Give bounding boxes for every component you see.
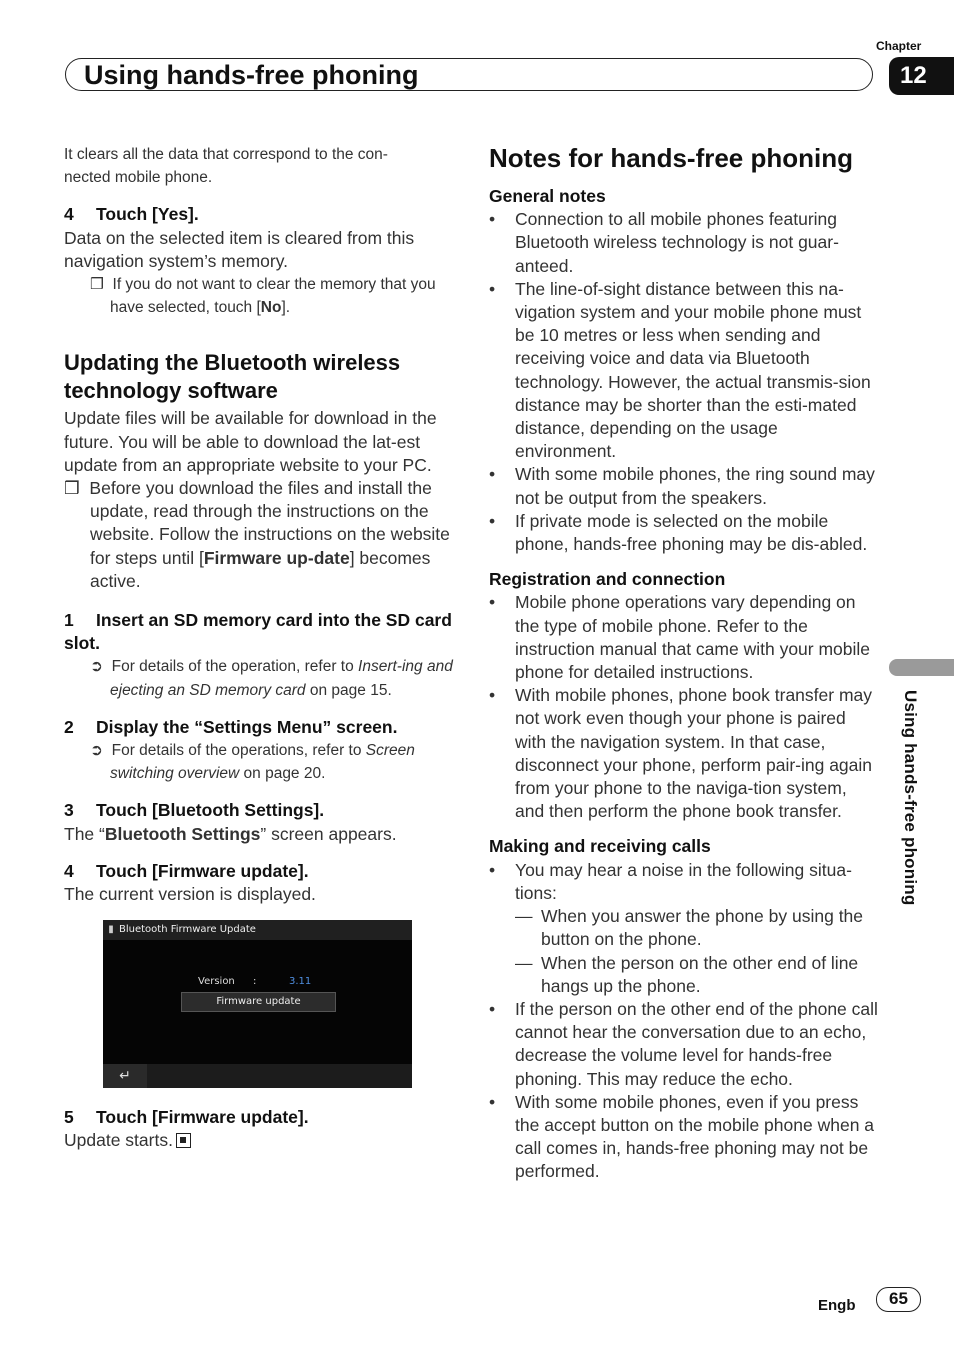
- registration-list: [489, 591, 879, 823]
- note-text: If you do not want to clear the memory that you have selected, touch [: [110, 276, 436, 317]
- chapter-number: 12: [889, 57, 954, 95]
- dash-item: [489, 905, 879, 951]
- step-number: 2: [64, 716, 74, 737]
- note-text-end: ].: [281, 299, 291, 317]
- bullet-icon: •: [489, 998, 496, 1019]
- step-4b-body: The current version is displayed.: [64, 884, 316, 905]
- step-number: 4: [64, 860, 74, 881]
- bullet-icon: •: [489, 464, 496, 485]
- step-5-title: [64, 1106, 454, 1129]
- bullet-icon: •: [489, 592, 496, 613]
- arrow-icon: ➲: [90, 658, 112, 676]
- dash-icon: —: [515, 906, 533, 927]
- step-number: 3: [64, 800, 74, 821]
- end-mark-icon: [176, 1133, 191, 1148]
- calls-list: [489, 859, 879, 1184]
- step-number: 1: [64, 610, 74, 631]
- step-title: Touch [Yes].: [96, 204, 199, 225]
- note-bold: No: [260, 299, 282, 317]
- bullet-icon: •: [489, 278, 496, 299]
- dash-icon: —: [515, 952, 533, 973]
- page-header-title: Using hands-free phoning: [84, 60, 419, 90]
- intro-text: It clears all the data that correspond to the con- nected mobile phone.: [64, 146, 388, 187]
- ref-text-end: on page 15.: [305, 681, 392, 699]
- note-bold: Firmware up-date: [203, 547, 350, 568]
- list-item: [489, 463, 879, 509]
- list-item: [489, 998, 879, 1091]
- step-2-ref: [64, 739, 454, 785]
- version-value: 3.11: [289, 976, 312, 988]
- step-2-title: [64, 716, 454, 739]
- step-title: Insert an SD memory card into the SD card slot.: [64, 610, 452, 654]
- bullet-icon: •: [489, 209, 496, 230]
- body-text-end: ” screen appears.: [260, 823, 397, 844]
- item-text: If the person on the other end of the phone call cannot hear the conversation due to an echo, decrease the volume level for hands-free phoning. This may reduce the echo.: [515, 998, 878, 1089]
- section-title: Updating the Bluetooth wireless technology software: [64, 350, 401, 404]
- calls-heading: Making and receiving calls: [489, 836, 711, 857]
- item-text: When the person on the other end of line hangs up the phone.: [541, 952, 859, 996]
- firmware-screen-screenshot: [103, 920, 412, 1088]
- bullet-icon: •: [489, 685, 496, 706]
- list-item: [489, 1091, 879, 1184]
- side-tab-text: Using hands-free phoning: [901, 690, 920, 906]
- list-item: [489, 591, 879, 684]
- item-text: With some mobile phones, even if you press the accept button on the mobile phone when a call comes in, hands-free phoning may not be performed.: [515, 1091, 875, 1182]
- notes-title: Notes for hands-free phoning: [489, 143, 853, 173]
- checkbox-icon: ❒: [90, 276, 113, 294]
- list-item: [489, 278, 879, 464]
- item-text: With mobile phones, phone book transfer may not work even though your phone is paired with the navigation system. In that case, disconnect your phone, perform pair-ing again from your phone to the naviga-tion system, and then perform the phone book transfer.: [515, 685, 873, 822]
- body-bold: Bluetooth Settings: [104, 823, 261, 844]
- left-column: [64, 143, 454, 1153]
- registration-heading: Registration and connection: [489, 569, 726, 590]
- bullet-icon: •: [489, 859, 496, 880]
- step-5-body: [64, 1129, 454, 1152]
- version-colon: :: [253, 976, 257, 988]
- item-text: When you answer the phone by using the button on the phone.: [541, 906, 864, 950]
- list-item: [489, 510, 879, 556]
- item-text: Connection to all mobile phones featuring Bluetooth wireless technology is not guar-anteed.: [515, 209, 839, 276]
- ref-text: For details of the operation, refer to: [111, 658, 359, 676]
- section-note: [64, 477, 454, 593]
- back-icon[interactable]: ↵: [103, 1064, 147, 1088]
- step-title: Touch [Bluetooth Settings].: [96, 800, 325, 821]
- item-text: Mobile phone operations vary depending on the type of mobile phone. Refer to the instruction manual that came with your mobile phone for detailed instructions.: [515, 592, 871, 683]
- screen-bottom-bar: [103, 1064, 412, 1088]
- bullet-icon: •: [489, 510, 496, 531]
- step-3-title: [64, 799, 454, 822]
- note-text-end: ] becomes active.: [90, 547, 431, 591]
- right-column: [489, 141, 879, 1184]
- version-label: Version: [198, 976, 235, 988]
- dash-item: [489, 952, 879, 998]
- step-number: 5: [64, 1107, 74, 1128]
- step-4-title: [64, 203, 454, 226]
- step-4-note: [64, 273, 454, 319]
- item-text: With some mobile phones, the ring sound may not be output from the speakers.: [515, 464, 875, 508]
- ref-text: For details of the operations, refer to: [111, 742, 366, 760]
- ref-italic: Insert-ing and ejecting an SD memory card: [110, 658, 453, 699]
- body-text: The “: [64, 823, 105, 844]
- side-tab-marker: [889, 659, 954, 676]
- step-title: Touch [Firmware update].: [96, 1107, 309, 1128]
- item-text: The line-of-sight distance between this na-vigation system and your mobile phone must be 10 metres or less when sending and receiving voice and data via Bluetooth technology. However, the actual transmis-sion distance may be shorter than the esti-mated distance, depending on the usage environment.: [515, 278, 871, 462]
- step-4b-title: [64, 860, 454, 883]
- arrow-icon: ➲: [90, 742, 112, 760]
- body-text: Update starts.: [64, 1130, 173, 1151]
- checkbox-icon: ❒: [64, 478, 90, 499]
- general-notes-list: [489, 208, 879, 556]
- general-notes-heading: General notes: [489, 186, 606, 206]
- step-1-ref: [64, 655, 454, 701]
- firmware-update-button[interactable]: Firmware update: [181, 992, 336, 1012]
- list-item: [489, 684, 879, 823]
- section-body: Update files will be available for download in the future. You will be able to download the lat-est update from an appropriate website to your PC.: [64, 408, 437, 475]
- screen-title: Bluetooth Firmware Update: [119, 924, 256, 936]
- step-3-body: [64, 823, 454, 846]
- item-text: You may hear a noise in the following situa-tions:: [515, 859, 852, 903]
- step-title: Display the “Settings Menu” screen.: [96, 716, 398, 737]
- device-icon: ▮: [108, 924, 114, 936]
- ref-text-end: on page 20.: [239, 765, 326, 783]
- ref-italic: Screen switching overview: [110, 742, 415, 783]
- chapter-label: Chapter: [876, 39, 922, 53]
- item-text: If private mode is selected on the mobile phone, hands-free phoning may be dis-abled.: [515, 510, 868, 555]
- step-1-title: [64, 609, 454, 655]
- step-title: Touch [Firmware update].: [96, 860, 309, 881]
- note-text: Before you download the files and install the update, read through the instructions on the website. Follow the instructions on the website for steps until [: [89, 478, 450, 568]
- screen-title-bar: [103, 920, 412, 940]
- list-item: [489, 859, 879, 905]
- step-number: 4: [64, 204, 74, 225]
- page-number: 65: [876, 1287, 921, 1312]
- step-4-body: Data on the selected item is cleared from this navigation system’s memory.: [64, 227, 415, 271]
- list-item: [489, 208, 879, 278]
- footer-language: Engb: [818, 1297, 856, 1314]
- bullet-icon: •: [489, 1091, 496, 1112]
